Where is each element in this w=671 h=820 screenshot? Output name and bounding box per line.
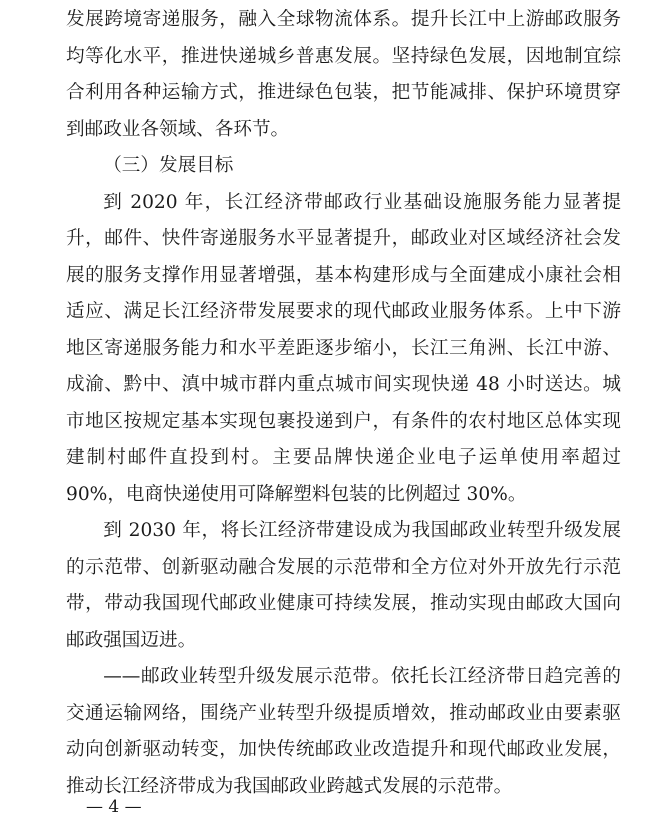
page-number: — 4 — bbox=[86, 797, 142, 817]
paragraph-goal-2020: 到 2020 年，长江经济带邮政行业基础设施服务能力显著提升，邮件、快件寄递服务水平显著提升，邮政业对区域经济社会发展的服务支撑作用显著增强，基本构建形成与全面建成小康社会相适应、满足长江经济带发展要求的现代邮政业服务体系。上中下游地区寄递服务能力和水平差距逐步缩小，长江三角洲、长江中游、成渝、黔中、滇中城市群内重点城市间实现快递 48 小时送达。城市地区按规定基本实现包裹投递到户，有条件的农村地区总体实现建制村邮件直投到村。主要品牌快递企业电子运单使用率超过 90%，电商快递使用可降解塑料包装的比例超过 30%。 bbox=[66, 191, 621, 505]
paragraph-intro-continuation: 发展跨境寄递服务，融入全球物流体系。提升长江中上游邮政服务均等化水平，推进快递城乡普惠发展。坚持绿色发展，因地制宜综合利用各种运输方式，推进绿色包装，把节能减排、保护环境贯穿到邮政业各领域、各环节。 bbox=[66, 9, 621, 140]
paragraph-demonstration-belt: ——邮政业转型升级发展示范带。依托长江经济带日趋完善的交通运输网络，围绕产业转型升级提质增效，推动邮政业由要素驱动向创新驱动转变，加快传统邮政业改造提升和现代邮政业发展，推动长江经济带成为我国邮政业跨越式发展的示范带。 bbox=[66, 666, 621, 797]
paragraph-goal-2030: 到 2030 年，将长江经济带建设成为我国邮政业转型升级发展的示范带、创新驱动融合发展的示范带和全方位对外开放先行示范带，带动我国现代邮政业健康可持续发展，推动实现由邮政大国向邮政强国迈进。 bbox=[66, 520, 621, 651]
section-heading: （三）发展目标 bbox=[103, 155, 234, 176]
